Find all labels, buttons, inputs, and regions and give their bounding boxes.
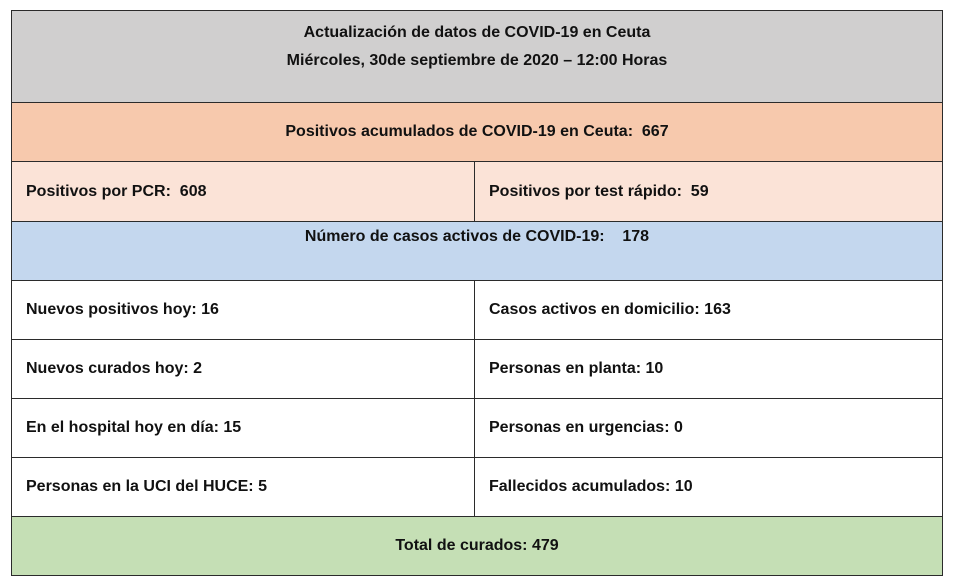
active-cases: Número de casos activos de COVID-19: 178	[12, 222, 942, 280]
cumulative-deaths: Fallecidos acumulados: 10	[475, 458, 942, 516]
new-positives-today: Nuevos positivos hoy: 16	[12, 281, 475, 339]
active-cases-row	[12, 222, 942, 281]
cumulative-row	[12, 103, 942, 162]
detail-row	[12, 399, 942, 458]
header-row	[12, 11, 942, 103]
total-cured-row	[12, 517, 942, 575]
ward-patients: Personas en planta: 10	[475, 340, 942, 398]
detail-row	[12, 281, 942, 340]
icu-patients: Personas en la UCI del HUCE: 5	[12, 458, 475, 516]
active-at-home: Casos activos en domicilio: 163	[475, 281, 942, 339]
report-title: Actualización de datos de COVID-19 en Ceuta	[303, 24, 651, 41]
detail-row	[12, 458, 942, 517]
report-date: Miércoles, 30de septiembre de 2020 – 12:00 Horas	[286, 52, 668, 69]
cumulative-positives: Positivos acumulados de COVID-19 en Ceuta: 667	[12, 103, 942, 161]
hospitalized-today: En el hospital hoy en día: 15	[12, 399, 475, 457]
covid-report-table	[11, 10, 943, 576]
pcr-positives: Positivos por PCR: 608	[12, 162, 475, 221]
positives-split-row	[12, 162, 942, 222]
rapid-test-positives: Positivos por test rápido: 59	[475, 162, 942, 221]
new-cured-today: Nuevos curados hoy: 2	[12, 340, 475, 398]
emergency-patients: Personas en urgencias: 0	[475, 399, 942, 457]
detail-row	[12, 340, 942, 399]
report-header	[12, 11, 942, 102]
total-cured: Total de curados: 479	[12, 517, 942, 575]
